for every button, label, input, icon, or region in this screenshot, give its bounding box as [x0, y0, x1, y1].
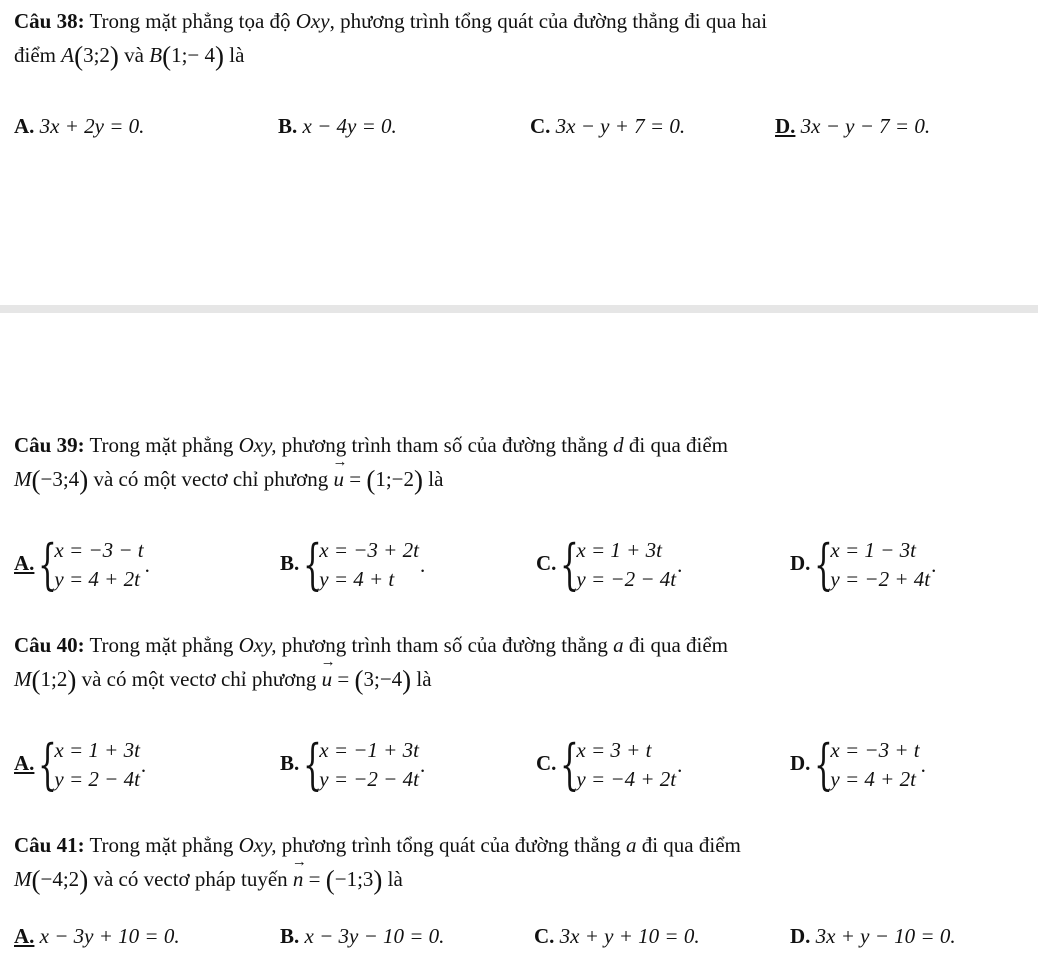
question-38-label: Câu 38:: [14, 9, 85, 33]
option-b: B. { x = −1 + 3t y = −2 − 4t .: [280, 733, 426, 796]
question-40-stem: Câu 40: Trong mặt phẳng Oxy, phương trình tham số của đường thẳng a đi qua điểm M(1;2) và có một vectơ chỉ phương → u = (3;−4) là: [14, 628, 1026, 697]
question-40: [14, 628, 1026, 796]
option-d: D. { x = −3 + t y = 4 + 2t .: [790, 733, 926, 796]
question-38: [14, 4, 1026, 138]
question-39-stem: Câu 39: Trong mặt phẳng Oxy, phương trình tham số của đường thẳng d đi qua điểm M(−3;4) và có một vectơ chỉ phương → u = (1;−2) là: [14, 428, 1026, 497]
option-a-correct: A. x − 3y + 10 = 0.: [14, 924, 180, 948]
question-39-label: Câu 39:: [14, 433, 85, 457]
option-a: A. 3x + 2y = 0.: [14, 114, 145, 138]
vector-n: → n: [293, 862, 304, 896]
option-d: D. { x = 1 − 3t y = −2 + 4t .: [790, 533, 937, 596]
question-38-stem: Câu 38: Trong mặt phẳng tọa độ Oxy, phương trình tổng quát của đường thẳng đi qua hai điểm A(3;2) và B(1;− 4) là: [14, 9, 768, 71]
question-41: [14, 828, 1026, 948]
option-d: D. 3x + y − 10 = 0.: [790, 924, 956, 948]
section-divider: [0, 305, 1038, 313]
option-a-correct: A. { x = −3 − t y = 4 + 2t .: [14, 533, 150, 596]
vector-u: → u: [322, 662, 333, 696]
question-40-label: Câu 40:: [14, 633, 85, 657]
option-c: C. 3x + y + 10 = 0.: [534, 924, 700, 948]
question-41-label: Câu 41:: [14, 833, 85, 857]
question-39: [14, 428, 1026, 596]
vector-u: → u: [333, 462, 344, 496]
option-a-correct: A. { x = 1 + 3t y = 2 − 4t .: [14, 733, 147, 796]
option-b: B. x − 3y − 10 = 0.: [280, 924, 445, 948]
option-c: C. { x = 1 + 3t y = −2 − 4t .: [536, 533, 683, 596]
option-d-correct: D. 3x − y − 7 = 0.: [775, 114, 931, 138]
option-b: B. { x = −3 + 2t y = 4 + t .: [280, 533, 426, 596]
option-c: C. { x = 3 + t y = −4 + 2t .: [536, 733, 683, 796]
question-41-stem: Câu 41: Trong mặt phẳng Oxy, phương trình tổng quát của đường thẳng a đi qua điểm M(−4;2) và có vectơ pháp tuyến → n = (−1;3) là: [14, 828, 1026, 897]
option-c: C. 3x − y + 7 = 0.: [530, 114, 686, 138]
option-b: B. x − 4y = 0.: [278, 114, 397, 138]
